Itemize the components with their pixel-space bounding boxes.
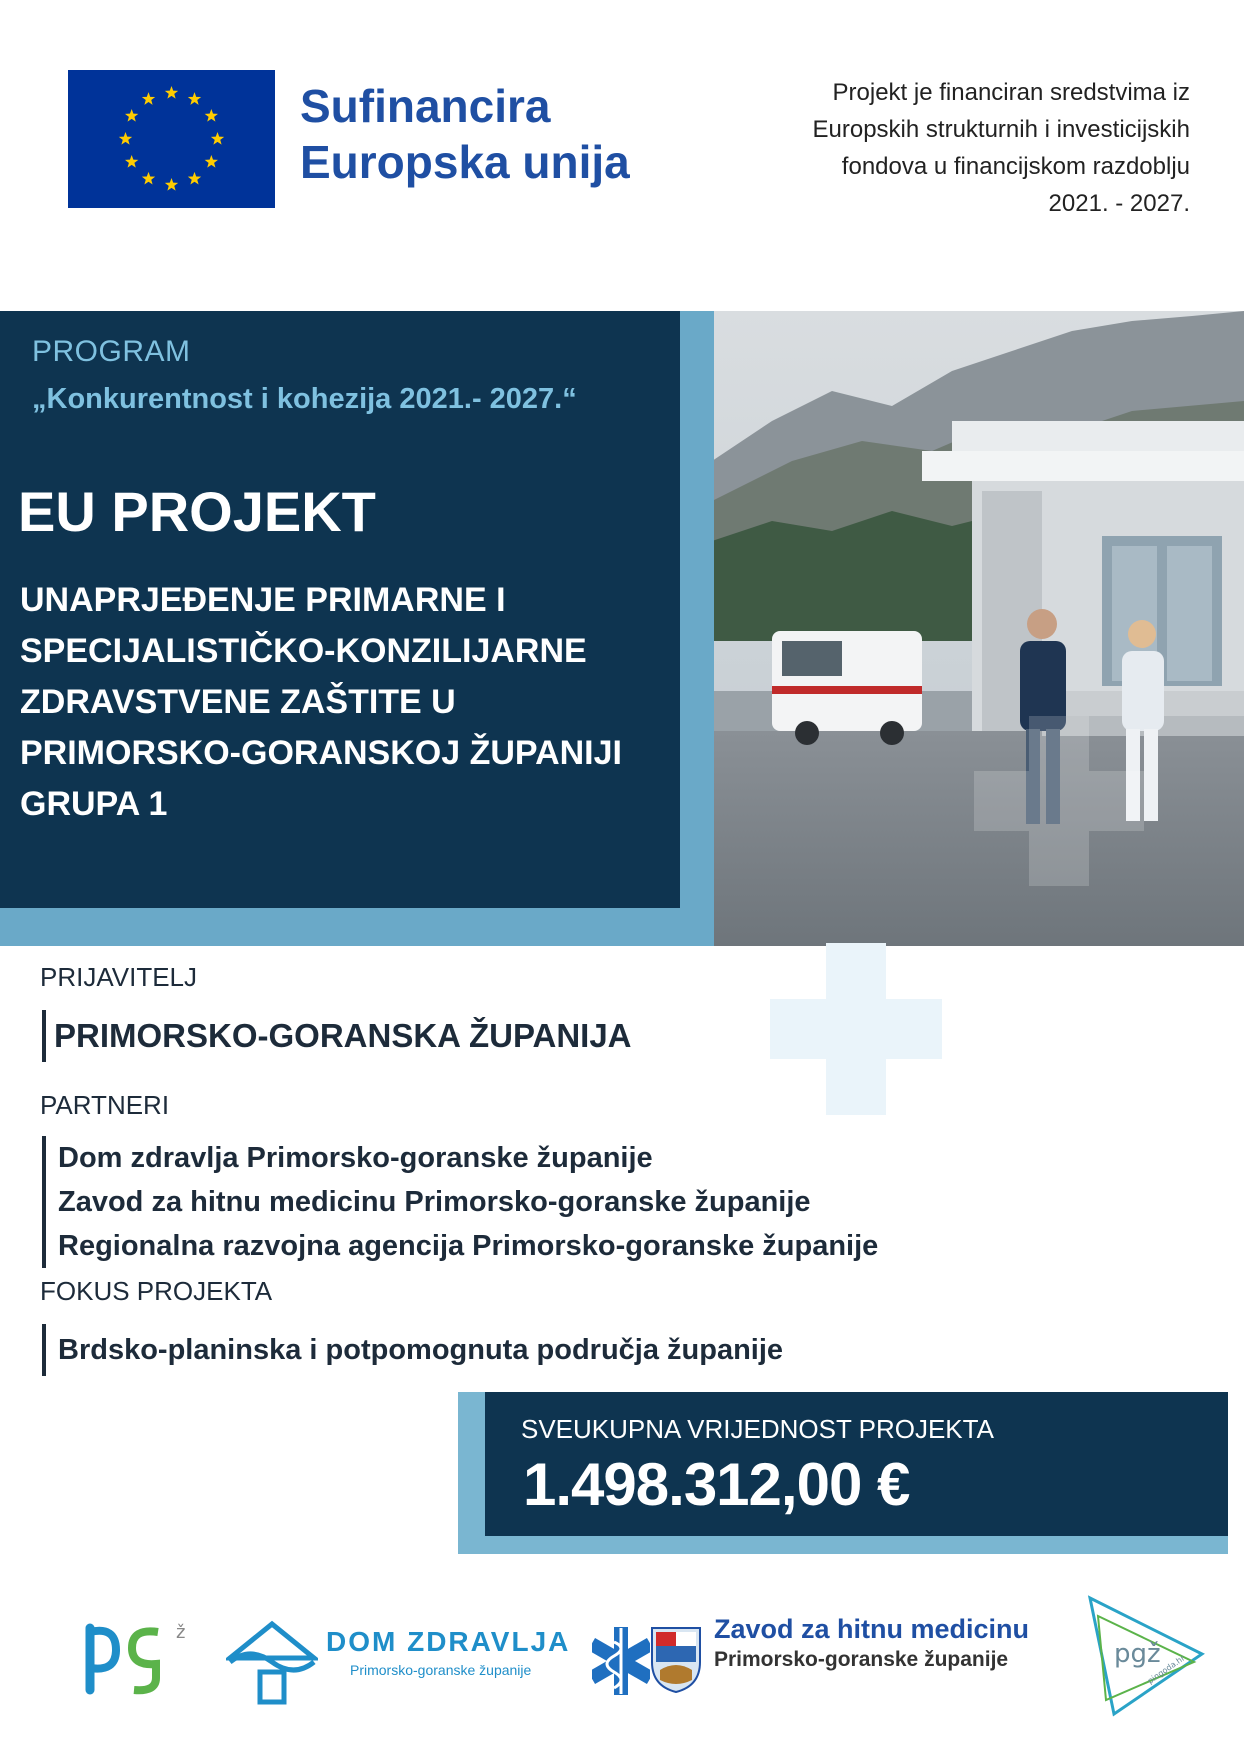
eu-flag-logo <box>68 70 275 208</box>
project-title-line: ZDRAVSTVENE ZAŠTITE U <box>20 683 456 721</box>
star-of-life-icon <box>592 1622 650 1700</box>
funding-note-line: Europskih strukturnih i investicijskih <box>812 116 1190 143</box>
partners-label: PARTNERI <box>40 1090 170 1120</box>
focus-label: FOKUS PROJEKTA <box>40 1276 273 1306</box>
project-value-frame <box>458 1392 1228 1554</box>
applicant-label: PRIJAVITELJ <box>40 962 198 992</box>
funding-note-line: 2021. - 2027. <box>1048 190 1190 217</box>
program-label: PROGRAM <box>32 335 191 368</box>
applicant-name: PRIMORSKO-GORANSKA ŽUPANIJA <box>54 1017 632 1054</box>
eu-label-line1: Sufinancira <box>300 80 551 132</box>
funding-note <box>670 74 1190 222</box>
dom-zdravlja-logo <box>226 1620 318 1708</box>
eu-flag-icon <box>68 70 275 208</box>
project-title-line: GRUPA 1 <box>20 785 168 823</box>
focus-text: Brdsko-planinska i potpomognuta područja županije <box>58 1334 784 1366</box>
partner-item: Regionalna razvojna agencija Primorsko-goranske županije <box>58 1230 879 1262</box>
hero-text-panel <box>0 311 680 908</box>
zhm-subtitle: Primorsko-goranske županije <box>714 1648 1009 1671</box>
eu-label-line2: Europska unija <box>300 136 630 188</box>
coat-of-arms-icon <box>650 1626 702 1694</box>
rra-logo-text: pgž <box>1114 1639 1161 1669</box>
project-label: EU PROJEKT <box>18 480 376 543</box>
rra-logo-sub: pingoda.hr <box>1145 1653 1187 1686</box>
project-value-box <box>485 1392 1228 1536</box>
partners-list <box>42 1136 878 1268</box>
clinic-photo <box>712 311 1244 946</box>
hero-bottom-band <box>0 906 712 946</box>
rra-pgz-logo <box>1084 1592 1208 1720</box>
svg-text:ž: ž <box>176 1622 186 1643</box>
project-value-amount: 1.498.312,00 € <box>523 1451 910 1518</box>
dom-zdravlja-subtitle: Primorsko-goranske županije <box>350 1662 532 1678</box>
project-title-line: UNAPRJEĐENJE PRIMARNE I <box>20 581 506 619</box>
project-title-line: PRIMORSKO-GORANSKOJ ŽUPANIJI <box>20 734 622 772</box>
zhm-title: Zavod za hitnu medicinu <box>714 1614 1030 1644</box>
partner-item: Zavod za hitnu medicinu Primorsko-goranske županije <box>58 1186 811 1218</box>
project-title <box>20 575 680 830</box>
focus-block <box>42 1324 783 1376</box>
project-title-line: SPECIJALISTIČKO-KONZILIJARNE <box>20 632 587 670</box>
applicant-block <box>42 1010 632 1062</box>
partner-item: Dom zdravlja Primorsko-goranske županije <box>58 1142 653 1174</box>
hero-divider-strip <box>680 311 714 946</box>
pgz-logo <box>82 1618 192 1708</box>
hero-section <box>0 311 1244 946</box>
dom-zdravlja-title: DOM ZDRAVLJA <box>326 1626 571 1657</box>
eu-cofunding-label <box>300 78 630 190</box>
funding-note-line: Projekt je financiran sredstvima iz <box>832 79 1190 106</box>
project-value-label: SVEUKUPNA VRIJEDNOST PROJEKTA <box>521 1414 994 1444</box>
program-name: „Konkurentnost i kohezija 2021.- 2027.“ <box>32 383 577 415</box>
funding-note-line: fondova u financijskom razdoblju <box>841 153 1190 180</box>
medical-cross-icon <box>770 943 942 1115</box>
